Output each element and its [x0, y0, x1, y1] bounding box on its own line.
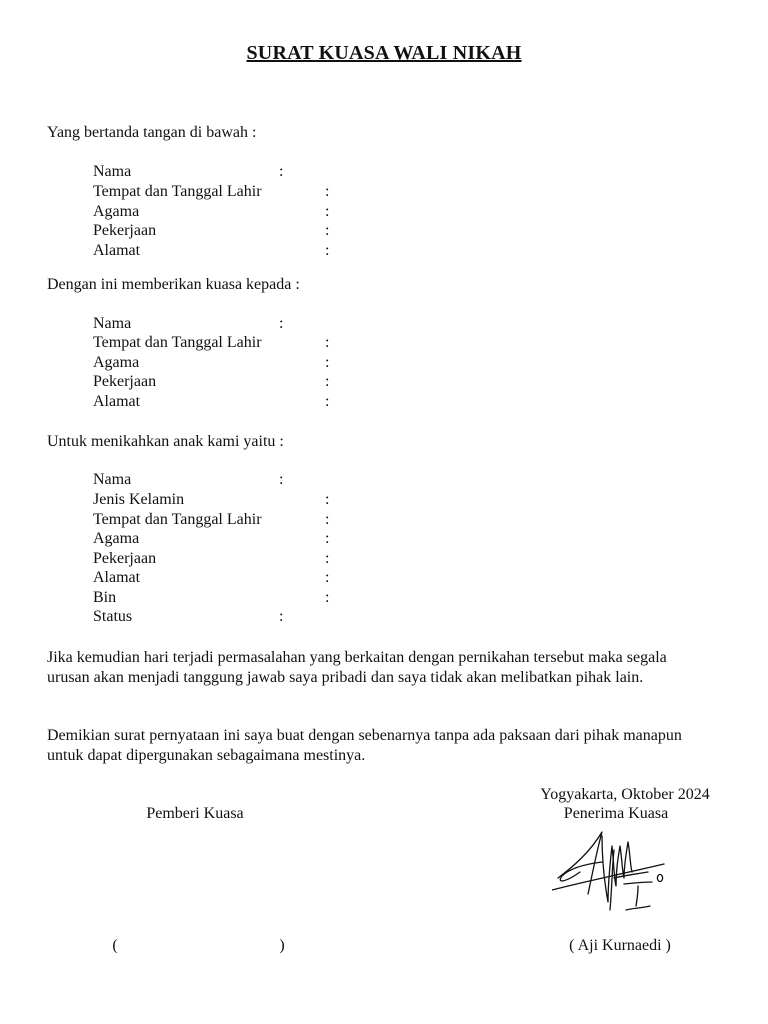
colon: : — [279, 315, 284, 332]
section2-field-nama: Nama — [93, 315, 132, 332]
section3-field-ttl: Tempat dan Tanggal Lahir — [93, 511, 262, 528]
section1-field-agama: Agama — [93, 203, 140, 220]
colon: : — [325, 334, 330, 351]
colon: : — [325, 242, 330, 259]
section3-field-bin: Bin — [93, 589, 117, 606]
section2-field-alamat: Alamat — [93, 393, 141, 410]
section1-field-ttl: Tempat dan Tanggal Lahir — [93, 183, 262, 200]
colon: : — [325, 373, 330, 390]
colon: : — [325, 203, 330, 220]
colon: : — [279, 471, 284, 488]
section2-field-ttl: Tempat dan Tanggal Lahir — [93, 334, 262, 351]
section2-field-pekerjaan: Pekerjaan — [93, 373, 157, 390]
receiver-label: Penerima Kuasa — [563, 805, 669, 822]
colon: : — [325, 183, 330, 200]
colon: : — [325, 550, 330, 567]
section3-field-alamat: Alamat — [93, 569, 141, 586]
giver-open-paren: ( — [112, 937, 118, 954]
paragraph-declaration: Demikian surat pernyataan ini saya buat dengan sebenarnya tanpa ada paksaan dari pihak manapun untuk dapat dipergunakan sebagaimana mestinya. — [47, 727, 682, 764]
section3-heading: Untuk menikahkan anak kami yaitu : — [47, 433, 284, 450]
colon: : — [279, 608, 284, 625]
section3-field-jenis-kelamin: Jenis Kelamin — [93, 491, 185, 508]
colon: : — [325, 589, 330, 606]
colon: : — [325, 569, 330, 586]
place-date: Yogyakarta, Oktober 2024 — [540, 786, 710, 803]
colon: : — [325, 222, 330, 239]
section1-field-alamat: Alamat — [93, 242, 141, 259]
paragraph-liability: Jika kemudian hari terjadi permasalahan yang berkaitan dengan pernikahan tersebut maka segala urusan akan menjadi tanggung jawab saya pribadi dan saya tidak akan melibatkan pihak lain. — [47, 649, 667, 686]
section2-field-agama: Agama — [93, 354, 140, 371]
colon: : — [279, 163, 284, 180]
colon: : — [325, 354, 330, 371]
colon: : — [325, 491, 330, 508]
section2-heading: Dengan ini memberikan kuasa kepada : — [47, 276, 300, 293]
section3-field-nama: Nama — [93, 471, 132, 488]
colon: : — [325, 530, 330, 547]
colon: : — [325, 393, 330, 410]
intro-text: Yang bertanda tangan di bawah : — [47, 124, 257, 141]
section3-field-status: Status — [93, 608, 133, 625]
receiver-name: ( Aji Kurnaedi ) — [569, 937, 671, 954]
section1-field-pekerjaan: Pekerjaan — [93, 222, 157, 239]
signature-image — [552, 828, 674, 920]
giver-close-paren: ) — [279, 937, 285, 954]
section1-field-nama: Nama — [93, 163, 132, 180]
giver-label: Pemberi Kuasa — [146, 805, 244, 822]
section3-field-pekerjaan: Pekerjaan — [93, 550, 157, 567]
section3-field-agama: Agama — [93, 530, 140, 547]
colon: : — [325, 511, 330, 528]
document-title: SURAT KUASA WALI NIKAH — [246, 42, 522, 64]
